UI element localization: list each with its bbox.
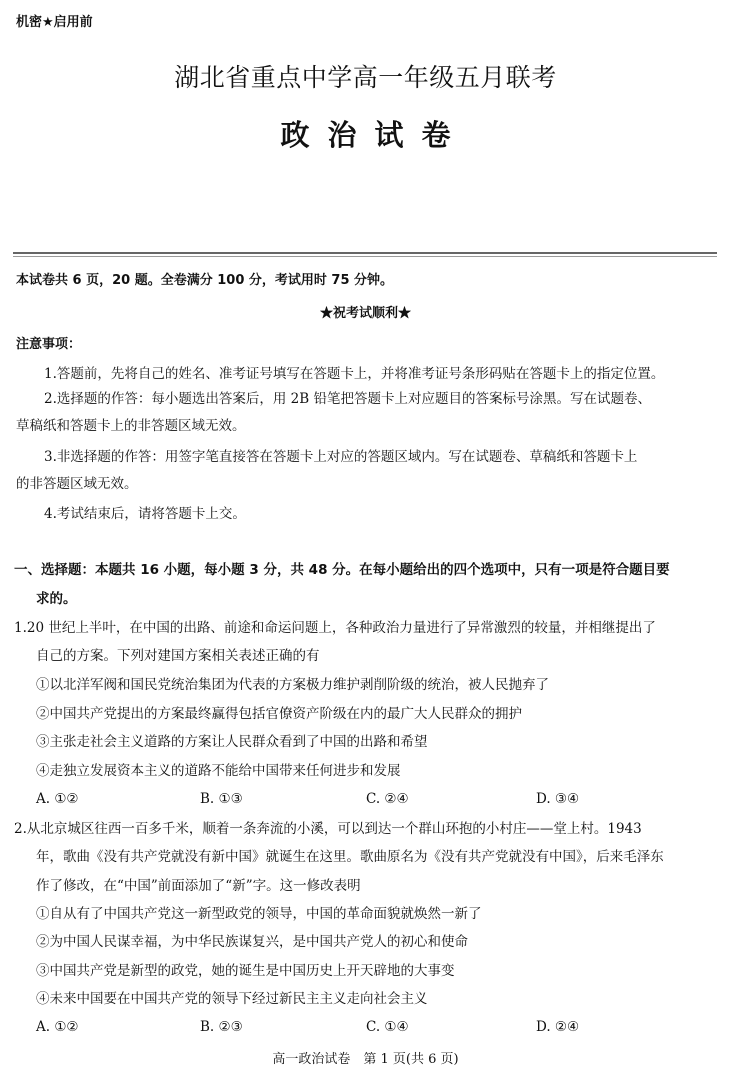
note-1: 1.答题前，先将自己的姓名、准考证号填写在答题卡上，并将准考证号条形码贴在答题卡上的指定位置。 [44,366,665,382]
q2-option-d: D. ②④ [536,1019,580,1035]
q2-statement-2: ②为中国人民谋幸福，为中华民族谋复兴，是中国共产党人的初心和使命 [36,934,468,950]
q1-statement-2: ②中国共产党提出的方案最终赢得包括官僚资产阶级在内的最广大人民群众的拥护 [36,706,522,722]
q1-option-b: B. ①③ [200,791,243,807]
q1-stem: 1.20 世纪上半叶，在中国的出路、前途和命运问题上，各种政治力量进行了异常激烈的较量，并相继提出了 [14,620,656,636]
exam-summary: 本试卷共 6 页，20 题。全卷满分 100 分，考试用时 75 分钟。 [16,273,394,288]
exam-title: 湖北省重点中学高一年级五月联考 [174,63,557,92]
confidential-label: 机密★启用前 [16,15,93,30]
q2-stem: 2.从北京城区往西一百多千米，顺着一条奔流的小溪，可以到达一个群山环抱的小村庄——堂上村。1943 [14,821,642,837]
q2-option-a: A. ①② [36,1019,79,1035]
header-divider-thin [13,256,717,257]
q1-option-a: A. ①② [36,791,79,807]
q2-option-c: C. ①④ [366,1019,409,1035]
section-1-heading-cont: 求的。 [36,591,77,607]
note-4: 4.考试结束后，请将答题卡上交。 [44,506,246,522]
subject-title: 政治试卷 [280,118,469,152]
q2-statement-3: ③中国共产党是新型的政党，她的诞生是中国历史上开天辟地的大事变 [36,963,455,979]
q2-stem-cont-1: 年，歌曲《没有共产党就没有新中国》就诞生在这里。歌曲原名为《没有共产党就没有中国》，后来毛泽东 [36,849,664,865]
note-3: 3.非选择题的作答：用签字笔直接答在答题卡上对应的答题区域内。写在试题卷、草稿纸和答题卡上 [44,449,638,465]
q1-stem-cont: 自己的方案。下列对建国方案相关表述正确的有 [36,648,320,664]
note-3-cont: 的非答题区域无效。 [16,476,138,492]
q1-statement-1: ①以北洋军阀和国民党统治集团为代表的方案极力维护剥削阶级的统治，被人民抛弃了 [36,677,549,693]
q1-option-d: D. ③④ [536,791,580,807]
q2-stem-cont-2: 作了修改，在“中国”前面添加了“新”字。这一修改表明 [36,878,361,894]
q2-statement-1: ①自从有了中国共产党这一新型政党的领导，中国的革命面貌就焕然一新了 [36,906,482,922]
q2-option-b: B. ②③ [200,1019,243,1035]
q1-statement-3: ③主张走社会主义道路的方案让人民群众看到了中国的出路和希望 [36,734,428,750]
q1-statement-4: ④走独立发展资本主义的道路不能给中国带来任何进步和发展 [36,763,401,779]
section-1-heading: 一、选择题：本题共 16 小题，每小题 3 分，共 48 分。在每小题给出的四个选项中，只有一项是符合题目要 [14,562,670,578]
good-luck-line: ★祝考试顺利★ [319,306,411,321]
page-footer: 高一政治试卷 第 1 页(共 6 页) [272,1052,459,1067]
q2-statement-4: ④未来中国要在中国共产党的领导下经过新民主主义走向社会主义 [36,991,428,1007]
header-divider [13,252,717,254]
note-2: 2.选择题的作答：每小题选出答案后，用 2B 铅笔把答题卡上对应题目的答案标号涂黑。写在试题卷、 [44,391,651,407]
note-2-cont: 草稿纸和答题卡上的非答题区域无效。 [16,418,246,434]
notes-heading: 注意事项： [16,337,82,352]
q1-option-c: C. ②④ [366,791,409,807]
